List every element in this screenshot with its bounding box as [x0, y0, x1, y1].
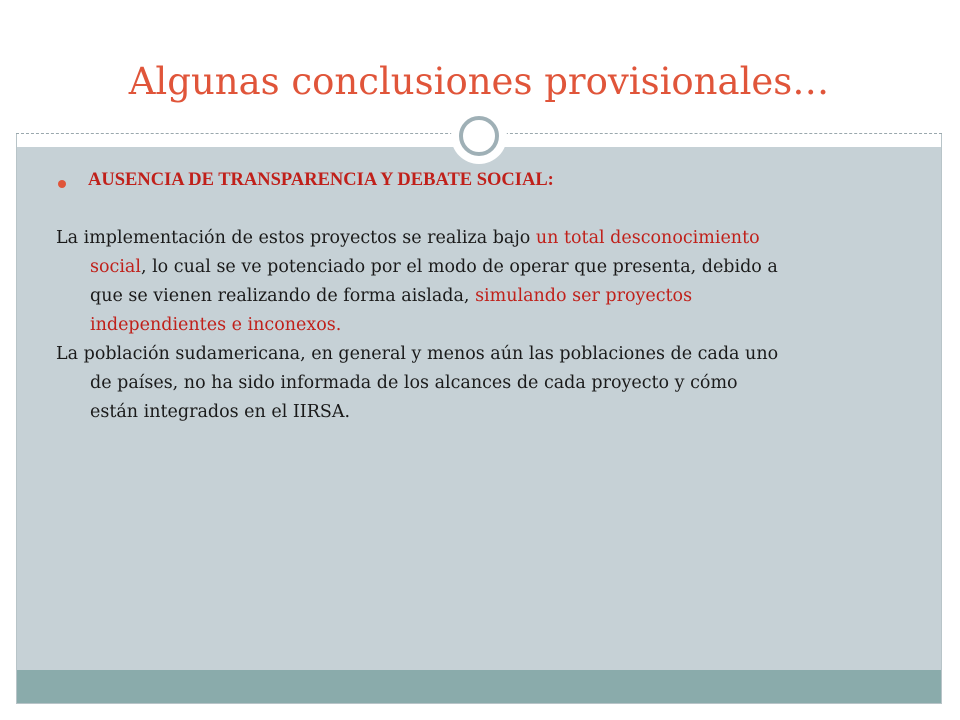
paragraph-2-line-2: de países, no ha sido informada de los alcances de cada proyecto y cómo [90, 373, 738, 393]
paragraph-1-line-3 [56, 282, 916, 311]
text-span: La implementación de estos proyectos se realiza bajo [56, 228, 536, 248]
text-span: que se vienen realizando de forma aislada, [90, 286, 476, 306]
footer-bar [17, 670, 941, 703]
paragraph-2-line-3: están integrados en el IIRSA. [90, 402, 351, 422]
slide-title: Algunas conclusiones provisionales… [128, 60, 830, 103]
emphasis-text: un total desconocimiento [535, 228, 760, 248]
paragraph-1-line-2 [56, 253, 916, 282]
paragraph-2 [56, 340, 916, 427]
paragraph-1 [56, 224, 916, 340]
bullet-dot-icon [58, 180, 66, 188]
paragraph-2-line-1: La población sudamericana, en general y menos aún las poblaciones de cada uno [56, 344, 779, 364]
bullet-heading-text: AUSENCIA DE TRANSPARENCIA Y DEBATE SOCIAL: [88, 170, 554, 190]
paragraph-1-line-1 [56, 224, 916, 253]
paragraph-1-line-4: independientes e inconexos. [90, 315, 342, 335]
ring-ornament-icon [451, 108, 507, 164]
text-span: , lo cual se ve potenciado por el modo de operar que presenta, debido a [140, 257, 778, 277]
emphasis-text: social [90, 257, 141, 277]
emphasis-text: simulando ser proyectos [475, 286, 693, 306]
